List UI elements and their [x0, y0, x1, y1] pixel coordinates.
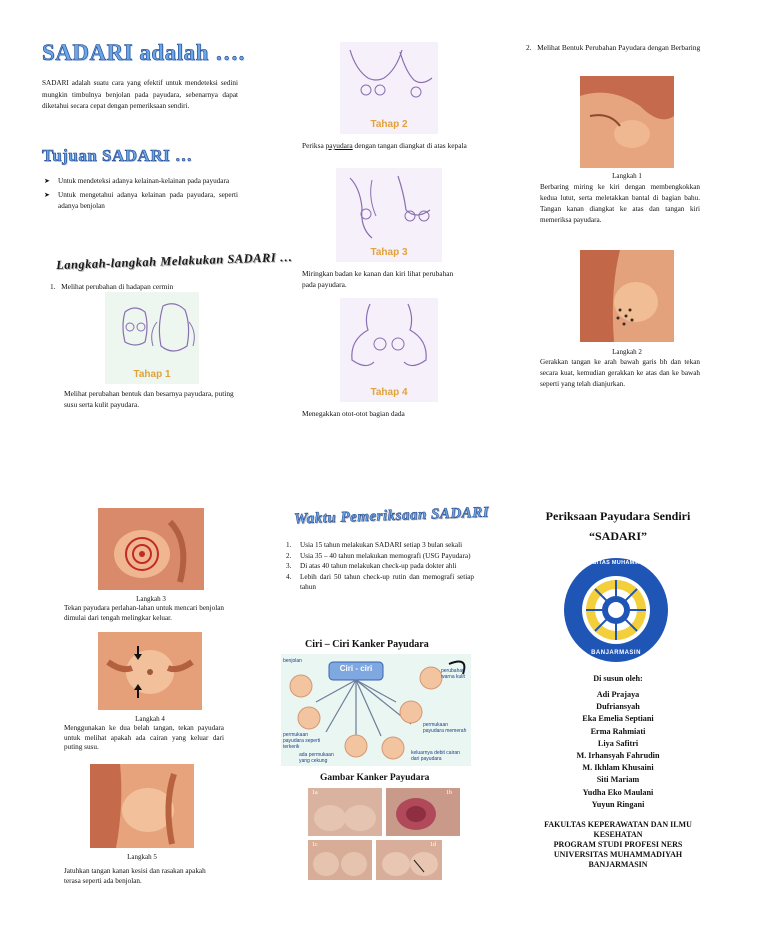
footer-line: BANJARMASIN — [588, 860, 648, 869]
definition-text: SADARI adalah suatu cara yang efektif untuk mendeteksi sedini mungkin timbulnya benjolan pada payudara, sebenarnya dapat diketahui secara cepat dengan pemeriksaan sendiri. — [42, 79, 238, 111]
author-name: Liya Safitri — [597, 738, 639, 748]
lying-step1-photo — [580, 76, 674, 168]
author-name: Eka Emelia Septiani — [582, 714, 654, 724]
stage1-text: Melihat perubahan bentuk dan besarnya payudara, puting susu serta kulit payudara. — [64, 389, 234, 410]
university-logo — [562, 556, 670, 664]
photo-number: 1d — [430, 842, 436, 848]
diagram-label-discharge: keluarnya debit cairan dari payudara — [411, 750, 460, 762]
stage4-label: Tahap 4 — [370, 387, 408, 398]
footer-line: FAKULTAS KEPERAWATAN DAN ILMU KESEHATAN — [544, 820, 692, 839]
cover-title: Periksaan Payudara Sendiri — [545, 509, 691, 523]
step4-caption: Langkah 4 — [135, 715, 165, 723]
compiled-by-label: Di susun oleh: — [593, 674, 643, 683]
cancer-photo-1-img — [308, 788, 382, 836]
stage4-illustration — [340, 298, 438, 402]
time-item: 4. Lebih dari 50 tahun check-up rutin dan memografi setiap tahun — [286, 572, 474, 592]
signs-diagram — [281, 654, 471, 766]
step3-text: Tekan payudara perlahan-lahan untuk mencari benjolan dimulai dari tengah melingkar keluar. — [64, 604, 224, 622]
step4-photo — [98, 632, 202, 710]
photo-number: 1a — [312, 790, 318, 796]
logo-text-bottom: BANJARMASIN — [591, 650, 641, 656]
faculty-footer — [520, 820, 716, 870]
steps-heading: Langkah-langkah Melakukan SADARI … — [55, 249, 294, 273]
step5-text: Jatuhkan tangan kanan kesisi dan rasakan apakah terasa seperti ada benjolan. — [64, 867, 206, 885]
stage2-text: Periksa payudara dengan tangan diangkat di atas kepala — [302, 141, 467, 150]
step5-caption: Langkah 5 — [127, 853, 157, 861]
stage2-label: Tahap 2 — [370, 119, 408, 130]
diagram-label-skin: perubahan warna kulit — [441, 668, 465, 680]
step3-caption: Langkah 3 — [136, 595, 166, 603]
logo-text-top: UNIVERSITAS MUHAMMADIYAH — [570, 560, 662, 566]
cancer-photo-2 — [386, 788, 460, 836]
diagram-label-enlarged: permukaan payudara memerah — [423, 722, 467, 734]
diagram-center-label: Ciri - ciri — [339, 664, 373, 673]
time-item: 1. Usia 15 tahun melakukan SADARI setiap 3 bulan sekali — [286, 541, 463, 549]
photo-number: 1c — [312, 842, 318, 848]
stage3-label: Tahap 3 — [370, 247, 408, 258]
author-list — [528, 689, 708, 811]
author-name: Erma Rahmiati — [590, 726, 646, 736]
time-list — [284, 540, 474, 593]
purpose-list — [40, 176, 238, 215]
purpose-item: ➤ Untuk mengetahui adanya kelainan pada payudara, seperti adanya benjolan — [44, 190, 238, 211]
stage2-illustration — [340, 42, 438, 134]
pressing-breast-illustration — [580, 250, 674, 342]
author-name: Adi Prajaya — [596, 690, 640, 699]
stage3-text: Miringkan badan ke kanan dan kiri lihat perubahan pada payudara. — [302, 269, 454, 290]
arrow-bullet-icon: ➤ — [44, 190, 50, 199]
step1-heading: 1. Melihat perubahan di hadapan cermin — [50, 282, 174, 291]
stage1-label: Tahap 1 — [133, 369, 171, 380]
author-name: M. Irhansyah Fahrudin — [576, 751, 660, 761]
diagram-label-dimple: ada permukaan yang cekung — [299, 752, 334, 764]
author-name: Siti Mariam — [596, 775, 640, 785]
author-name: Yudha Eko Maulani — [582, 787, 654, 797]
time-heading: Waktu Pemeriksaan SADARI — [293, 504, 490, 528]
footer-line: PROGRAM STUDI PROFESI NERS — [553, 840, 683, 849]
purpose-heading: Tujuan SADARI … — [42, 146, 193, 165]
step5-photo — [90, 764, 194, 848]
stage4-text: Menegakkan otot-otot bagian dada — [302, 409, 405, 418]
purpose-item: ➤ Untuk mendeteksi adanya kelainan-kelainan pada payudara — [40, 176, 238, 188]
time-item: 3. Di atas 40 tahun melakukan check-up pada dokter ahli — [286, 562, 457, 571]
author-name: Dufriansyah — [596, 702, 640, 712]
step4-text: Menggunakan ke dua belah tangan, tekan payudara untuk melihat apakah ada cairan yang keluar dari puting susu. — [64, 724, 224, 752]
stage3-illustration — [336, 168, 442, 262]
lying-step2-caption: Langkah 2 — [612, 348, 642, 356]
squeeze-nipple-illustration — [98, 632, 202, 710]
time-item: 2. Usia 35 – 40 tahun melakukan memografi (USG Payudara) — [286, 551, 471, 560]
cover-subtitle: “SADARI” — [588, 529, 647, 543]
step3-photo — [98, 508, 204, 590]
arrow-bullet-icon: ➤ — [44, 177, 50, 185]
footer-line: UNIVERSITAS MUHAMMADIYAH — [553, 850, 683, 859]
photo-number: 1b — [446, 790, 452, 796]
cancer-images-heading: Gambar Kanker Payudara — [320, 773, 430, 783]
cancer-photo-3 — [308, 840, 372, 880]
university-emblem-icon — [562, 556, 670, 664]
lying-step2-photo — [580, 250, 674, 342]
diagram-label-lump: benjolan — [283, 658, 302, 664]
cancer-photo-4 — [376, 840, 442, 880]
cancer-photo-1 — [308, 788, 382, 836]
author-name: Yuyun Ringani — [591, 799, 645, 809]
arm-side-palpation-illustration — [90, 764, 194, 848]
lying-step1-caption: Langkah 1 — [612, 172, 642, 180]
lying-step1-text: Berbaring miring ke kiri dengan membengkokkan kedua lutut, serta meletakkan bantal di bagian bahu. Tangan kanan diangkat ke atas dan tangan kiri memeriksa payudara. — [540, 183, 700, 224]
step2-heading: 2. Melihat Bentuk Perubahan Payudara dengan Berbaring — [526, 43, 701, 52]
diagram-label-surface: permukaan payudara seperti terkerik — [283, 732, 321, 750]
lying-step2-text: Gerakkan tangan ke arah bawah garis bh dan tekan secara kuat, kemudian gerakkan ke atas dan ke bawah seperti yang telah dianjurkan. — [540, 358, 700, 388]
lying-breast-exam-illustration — [580, 76, 674, 168]
signs-heading: Ciri – Ciri Kanker Payudara — [305, 639, 429, 650]
stage1-illustration — [105, 292, 199, 384]
circular-palpation-illustration — [98, 508, 204, 590]
author-name: M. Ikhlam Khusaini — [582, 763, 654, 773]
definition-heading: SADARI adalah …. — [42, 40, 245, 65]
